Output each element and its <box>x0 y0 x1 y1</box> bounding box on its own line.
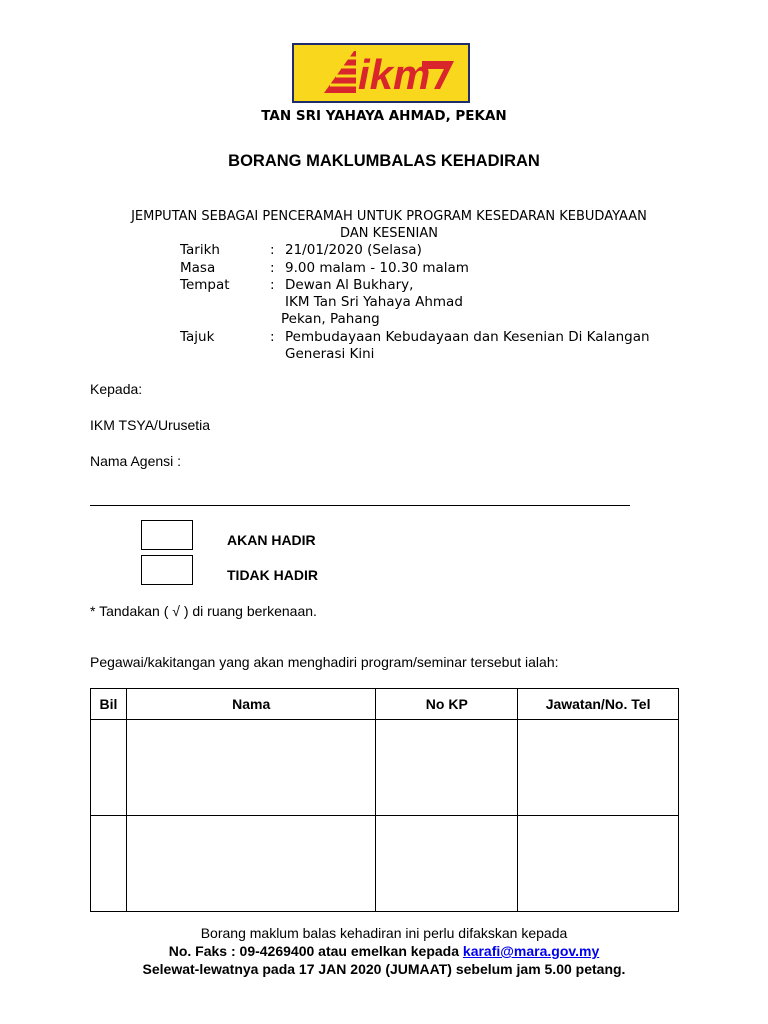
ikm-logo <box>292 43 470 103</box>
place-line-2: IKM Tan Sri Yahaya Ahmad <box>285 294 463 310</box>
topic-colon: : <box>270 329 275 345</box>
cell-nama[interactable] <box>126 816 376 912</box>
table-row <box>91 720 679 816</box>
staff-intro: Pegawai/kakitangan yang akan menghadiri program/seminar tersebut ialah: <box>90 654 559 670</box>
invitation-line-2: DAN KESENIAN <box>340 226 438 241</box>
date-value: 21/01/2020 (Selasa) <box>285 242 422 258</box>
to-value: IKM TSYA/Urusetia <box>90 417 211 433</box>
header-nama: Nama <box>126 689 376 720</box>
time-label: Masa <box>180 260 216 276</box>
ikm-logo-graphic <box>294 45 468 101</box>
table-row <box>91 816 679 912</box>
attend-label: AKAN HADIR <box>227 532 316 548</box>
table-header-row <box>91 689 679 720</box>
place-line-1: Dewan Al Bukhary, <box>285 277 414 293</box>
fax-text: No. Faks : 09-4269400 atau emelkan kepada <box>168 943 463 959</box>
invitation-line-1: JEMPUTAN SEBAGAI PENCERAMAH UNTUK PROGRAM KESEDARAN KEBUDAYAAN <box>131 209 647 224</box>
agency-label: Nama Agensi : <box>90 453 182 469</box>
cell-jawatan[interactable] <box>518 816 679 912</box>
topic-line-1: Pembudayaan Kebudayaan dan Kesenian Di Kalangan <box>285 329 650 345</box>
time-colon: : <box>270 260 275 276</box>
topic-label: Tajuk <box>180 329 215 345</box>
place-label: Tempat <box>180 277 230 293</box>
invitation-heading <box>100 208 678 242</box>
not-attend-checkbox[interactable] <box>141 555 193 585</box>
cell-no-kp[interactable] <box>376 816 518 912</box>
place-line-3: Pekan, Pahang <box>281 311 380 327</box>
footer-line-1: Borang maklum balas kehadiran ini perlu difakskan kepada <box>200 925 568 941</box>
form-title: BORANG MAKLUMBALAS KEHADIRAN <box>228 152 540 170</box>
cell-bil[interactable] <box>91 816 127 912</box>
email-link[interactable]: karafi@mara.gov.my <box>462 943 600 959</box>
attend-checkbox[interactable] <box>141 520 193 550</box>
place-colon: : <box>270 277 275 293</box>
cell-bil[interactable] <box>91 720 127 816</box>
to-label: Kepada: <box>90 381 143 397</box>
footer-deadline: Selewat-lewatnya pada 17 JAN 2020 (JUMAAT) sebelum jam 5.00 petang. <box>142 961 626 977</box>
not-attend-label: TIDAK HADIR <box>227 567 318 583</box>
header-no-kp: No KP <box>376 689 518 720</box>
header-jawatan: Jawatan/No. Tel <box>518 689 679 720</box>
institute-name: TAN SRI YAHAYA AHMAD, PEKAN <box>261 108 507 124</box>
agency-input-line[interactable] <box>90 505 630 506</box>
tick-instruction: * Tandakan ( √ ) di ruang berkenaan. <box>90 603 317 619</box>
cell-jawatan[interactable] <box>518 720 679 816</box>
date-colon: : <box>270 242 275 258</box>
topic-line-2: Generasi Kini <box>285 346 375 362</box>
cell-nama[interactable] <box>126 720 376 816</box>
header-bil: Bil <box>91 689 127 720</box>
staff-table <box>90 688 679 912</box>
cell-no-kp[interactable] <box>376 720 518 816</box>
time-value: 9.00 malam - 10.30 malam <box>285 260 469 276</box>
footer-line-2 <box>0 943 768 959</box>
logo-text: ikm <box>358 51 431 98</box>
date-label: Tarikh <box>180 242 220 258</box>
